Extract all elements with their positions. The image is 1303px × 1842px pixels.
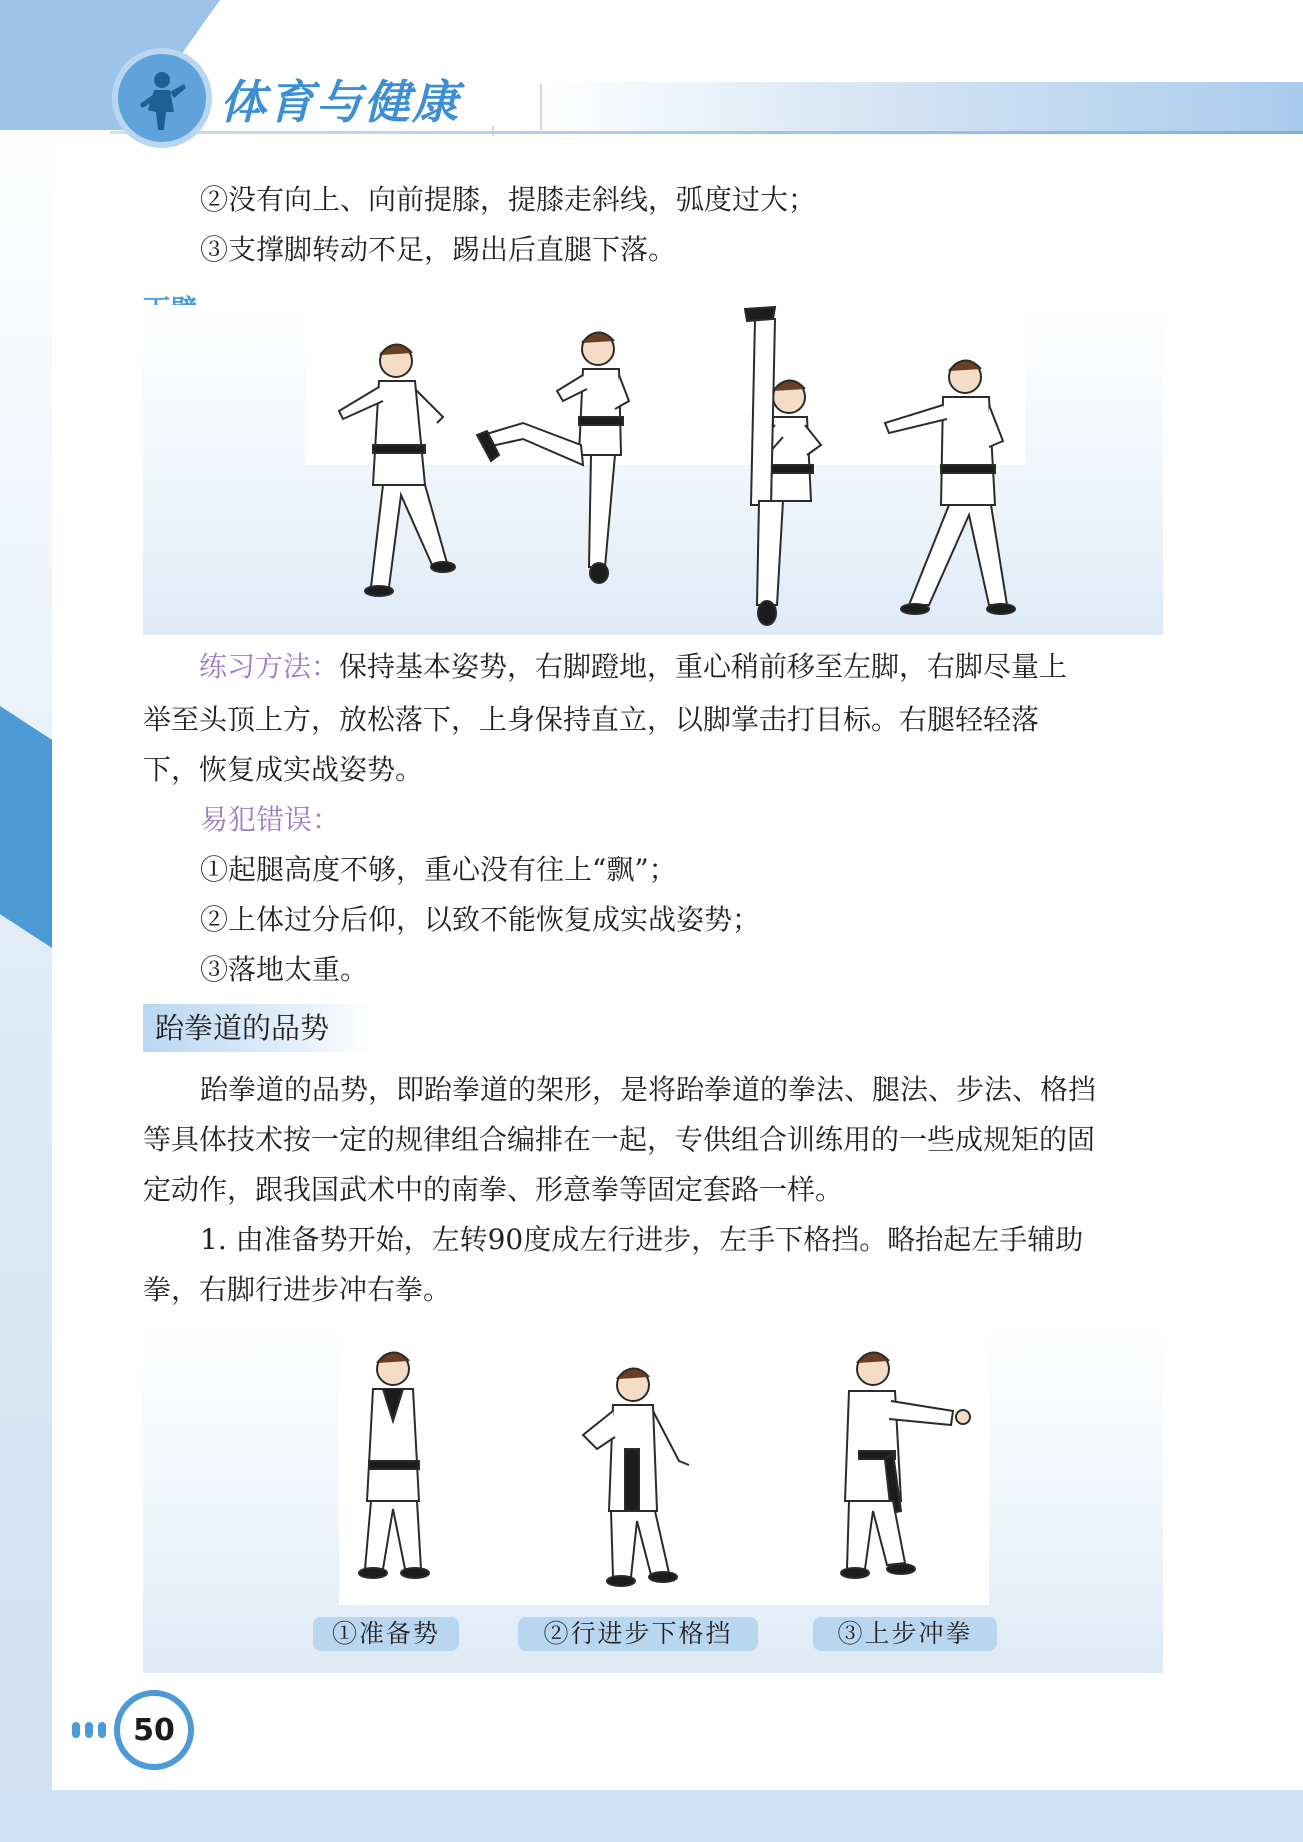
step-text: 拳，右脚行进步冲右拳。 [143, 1273, 452, 1306]
header-divider [540, 84, 542, 130]
step-text: 1. 由准备势开始，左转90度成左行进步，左手下格挡。略抬起左手辅助 [200, 1223, 1084, 1256]
athlete-figure [885, 360, 1015, 614]
bottom-band [0, 1790, 1303, 1842]
athlete-figure [841, 1352, 970, 1578]
side-tab-marker [0, 706, 52, 948]
error-item: ③落地太重。 [200, 953, 369, 986]
page-number: 50 [114, 1690, 194, 1770]
error-item: ②上体过分后仰，以致不能恢复成实战姿势； [200, 903, 761, 936]
body-text: 跆拳道的品势，即跆拳道的架形，是将跆拳道的拳法、腿法、步法、格挡 [200, 1073, 1097, 1106]
section-heading: 跆拳道的品势 [143, 1004, 371, 1052]
athlete-figure [583, 1368, 689, 1586]
error-item: ②没有向上、向前提膝，提膝走斜线，弧度过大； [200, 183, 817, 216]
practice-text: 举至头顶上方，放松落下，上身保持直立，以脚掌击打目标。右腿轻轻落 [143, 703, 1040, 736]
practice-text: 保持基本姿势，右脚蹬地，重心稍前移至左脚，右脚尽量上 [339, 650, 1068, 683]
error-item: ①起腿高度不够，重心没有往上“飘”； [200, 853, 677, 886]
figure-caption: ②行进步下格挡 [518, 1617, 758, 1651]
error-item: ③支撑脚转动不足，踢出后直腿下落。 [200, 233, 677, 266]
figure-caption: ③上步冲拳 [813, 1617, 997, 1651]
athlete-figure [745, 307, 821, 625]
sports-logo-icon [112, 48, 212, 148]
page-dots-decoration [72, 1722, 111, 1742]
book-title: 体育与健康 [220, 75, 460, 129]
body-text: 等具体技术按一定的规律组合编排在一起，专供组合训练用的一些成规矩的固 [143, 1123, 1096, 1156]
athlete-figure [339, 344, 455, 596]
practice-label: 练习方法： [199, 650, 340, 683]
practice-text: 下，恢复成实战姿势。 [143, 753, 424, 786]
athlete-figure [359, 1352, 429, 1578]
body-text: 定动作，跟我国武术中的南拳、形意拳等固定套路一样。 [143, 1173, 844, 1206]
header-strip [545, 82, 1303, 134]
practice-method-paragraph [143, 642, 1163, 692]
errors-label: 易犯错误： [200, 803, 341, 836]
axe-kick-figure [143, 305, 1163, 635]
left-margin-gradient [0, 130, 52, 1842]
athlete-figure [477, 332, 629, 583]
figure-caption: ①准备势 [313, 1617, 459, 1651]
